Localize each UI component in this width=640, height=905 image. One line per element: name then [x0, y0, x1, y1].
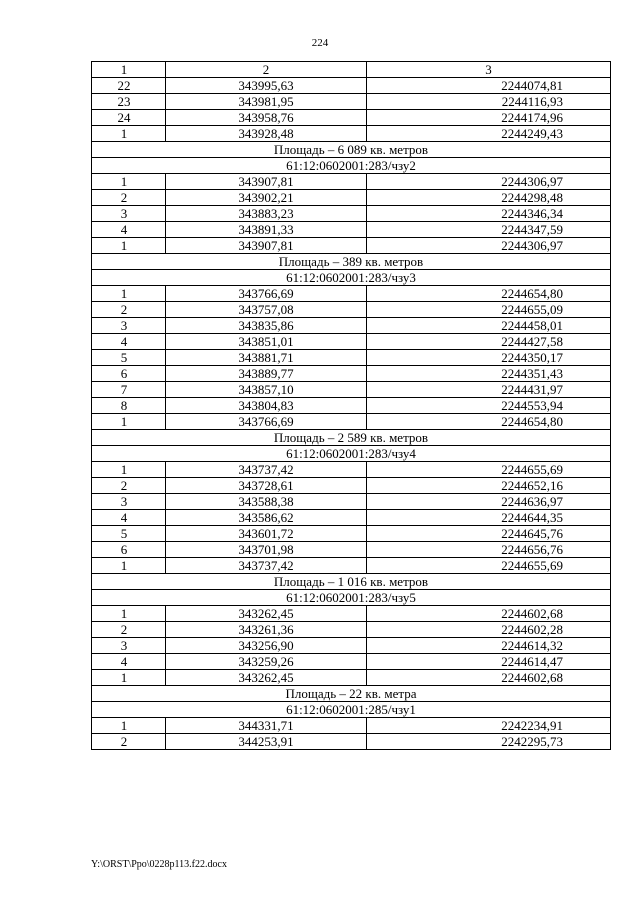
section-label: Площадь – 6 089 кв. метров: [92, 142, 611, 158]
section-label: Площадь – 389 кв. метров: [92, 254, 611, 270]
x-coordinate-cell: 343737,42: [166, 462, 367, 478]
x-coordinate-cell: 343907,81: [166, 238, 367, 254]
point-number-cell: 1: [92, 606, 166, 622]
section-label: 61:12:0602001:283/чзу2: [92, 158, 611, 174]
y-coordinate-cell: 2244351,43: [367, 366, 611, 382]
table-row: [92, 654, 611, 670]
point-number-cell: 1: [92, 718, 166, 734]
y-coordinate-cell: 2244249,43: [367, 126, 611, 142]
point-number-cell: 1: [92, 670, 166, 686]
y-coordinate-cell: 2244614,47: [367, 654, 611, 670]
table-row: [92, 510, 611, 526]
table-section-row: [92, 430, 611, 446]
y-coordinate-cell: 2244458,01: [367, 318, 611, 334]
table-row: [92, 174, 611, 190]
y-coordinate-cell: 2244655,69: [367, 558, 611, 574]
point-number-cell: 5: [92, 350, 166, 366]
table-row: [92, 638, 611, 654]
y-coordinate-cell: 2244306,97: [367, 174, 611, 190]
section-label: 61:12:0602001:283/чзу4: [92, 446, 611, 462]
x-coordinate-cell: 343804,83: [166, 398, 367, 414]
x-coordinate-cell: 343586,62: [166, 510, 367, 526]
y-coordinate-cell: 2244602,68: [367, 606, 611, 622]
point-number-cell: 1: [92, 126, 166, 142]
table-row: [92, 494, 611, 510]
point-number-cell: 2: [92, 478, 166, 494]
x-coordinate-cell: 343766,69: [166, 286, 367, 302]
point-number-cell: 1: [92, 414, 166, 430]
point-number-cell: 2: [92, 190, 166, 206]
table-section-row: [92, 446, 611, 462]
y-coordinate-cell: 2244174,96: [367, 110, 611, 126]
table-row: [92, 222, 611, 238]
table-section-row: [92, 590, 611, 606]
x-coordinate-cell: 343928,48: [166, 126, 367, 142]
y-coordinate-cell: 2244074,81: [367, 78, 611, 94]
table-row: [92, 478, 611, 494]
table-row: [92, 94, 611, 110]
x-coordinate-cell: 343995,63: [166, 78, 367, 94]
y-coordinate-cell: 2244655,69: [367, 462, 611, 478]
point-number-cell: 4: [92, 654, 166, 670]
section-label: 61:12:0602001:283/чзу5: [92, 590, 611, 606]
table-row: [92, 526, 611, 542]
table-section-row: [92, 574, 611, 590]
table-section-row: [92, 702, 611, 718]
point-number-cell: 1: [92, 558, 166, 574]
x-coordinate-cell: 344253,91: [166, 734, 367, 750]
y-coordinate-cell: 2244116,93: [367, 94, 611, 110]
y-coordinate-cell: 2244431,97: [367, 382, 611, 398]
table-row: [92, 734, 611, 750]
y-coordinate-cell: 2244306,97: [367, 238, 611, 254]
header-cell-2: 2: [166, 62, 367, 78]
table-row: [92, 382, 611, 398]
x-coordinate-cell: 343737,42: [166, 558, 367, 574]
y-coordinate-cell: 2244656,76: [367, 542, 611, 558]
x-coordinate-cell: 343881,71: [166, 350, 367, 366]
y-coordinate-cell: 2244602,28: [367, 622, 611, 638]
table-row: [92, 110, 611, 126]
x-coordinate-cell: 343757,08: [166, 302, 367, 318]
point-number-cell: 6: [92, 366, 166, 382]
y-coordinate-cell: 2244350,17: [367, 350, 611, 366]
point-number-cell: 4: [92, 334, 166, 350]
point-number-cell: 2: [92, 302, 166, 318]
point-number-cell: 1: [92, 174, 166, 190]
y-coordinate-cell: 2244553,94: [367, 398, 611, 414]
table-row: [92, 718, 611, 734]
y-coordinate-cell: 2244614,32: [367, 638, 611, 654]
table-row: [92, 350, 611, 366]
point-number-cell: 1: [92, 238, 166, 254]
section-label: Площадь – 22 кв. метра: [92, 686, 611, 702]
y-coordinate-cell: 2244655,09: [367, 302, 611, 318]
x-coordinate-cell: 343766,69: [166, 414, 367, 430]
table-header-row: [92, 62, 611, 78]
table-row: [92, 206, 611, 222]
x-coordinate-cell: 343701,98: [166, 542, 367, 558]
table-section-row: [92, 142, 611, 158]
y-coordinate-cell: 2244347,59: [367, 222, 611, 238]
point-number-cell: 4: [92, 510, 166, 526]
table-row: [92, 334, 611, 350]
section-label: Площадь – 2 589 кв. метров: [92, 430, 611, 446]
x-coordinate-cell: 343857,10: [166, 382, 367, 398]
y-coordinate-cell: 2244644,35: [367, 510, 611, 526]
x-coordinate-cell: 343902,21: [166, 190, 367, 206]
header-cell-1: 1: [92, 62, 166, 78]
x-coordinate-cell: 343883,23: [166, 206, 367, 222]
table-row: [92, 318, 611, 334]
table-row: [92, 398, 611, 414]
y-coordinate-cell: 2244602,68: [367, 670, 611, 686]
y-coordinate-cell: 2244346,34: [367, 206, 611, 222]
y-coordinate-cell: 2242295,73: [367, 734, 611, 750]
point-number-cell: 3: [92, 494, 166, 510]
table-row: [92, 622, 611, 638]
table-row: [92, 286, 611, 302]
point-number-cell: 3: [92, 638, 166, 654]
table-row: [92, 462, 611, 478]
table-row: [92, 190, 611, 206]
y-coordinate-cell: 2244645,76: [367, 526, 611, 542]
y-coordinate-cell: 2244298,48: [367, 190, 611, 206]
table-row: [92, 302, 611, 318]
point-number-cell: 6: [92, 542, 166, 558]
x-coordinate-cell: 343981,95: [166, 94, 367, 110]
section-label: Площадь – 1 016 кв. метров: [92, 574, 611, 590]
table-row: [92, 238, 611, 254]
point-number-cell: 4: [92, 222, 166, 238]
x-coordinate-cell: 343262,45: [166, 606, 367, 622]
page-number: 224: [311, 37, 329, 49]
point-number-cell: 22: [92, 78, 166, 94]
x-coordinate-cell: 343259,26: [166, 654, 367, 670]
point-number-cell: 1: [92, 286, 166, 302]
point-number-cell: 2: [92, 622, 166, 638]
x-coordinate-cell: 343728,61: [166, 478, 367, 494]
table-row: [92, 670, 611, 686]
y-coordinate-cell: 2244636,97: [367, 494, 611, 510]
coordinates-table: [91, 61, 611, 750]
x-coordinate-cell: 343601,72: [166, 526, 367, 542]
table-row: [92, 542, 611, 558]
table-row: [92, 126, 611, 142]
footer-file-path: Y:\ORST\Ppo\0228p113.f22.docx: [91, 859, 227, 870]
x-coordinate-cell: 343262,45: [166, 670, 367, 686]
point-number-cell: 3: [92, 318, 166, 334]
table-section-row: [92, 270, 611, 286]
table-section-row: [92, 686, 611, 702]
point-number-cell: 24: [92, 110, 166, 126]
table-section-row: [92, 158, 611, 174]
y-coordinate-cell: 2244654,80: [367, 286, 611, 302]
point-number-cell: 5: [92, 526, 166, 542]
table-row: [92, 366, 611, 382]
point-number-cell: 7: [92, 382, 166, 398]
point-number-cell: 23: [92, 94, 166, 110]
y-coordinate-cell: 2244427,58: [367, 334, 611, 350]
point-number-cell: 3: [92, 206, 166, 222]
x-coordinate-cell: 344331,71: [166, 718, 367, 734]
x-coordinate-cell: 343256,90: [166, 638, 367, 654]
point-number-cell: 8: [92, 398, 166, 414]
y-coordinate-cell: 2244654,80: [367, 414, 611, 430]
table-row: [92, 414, 611, 430]
x-coordinate-cell: 343907,81: [166, 174, 367, 190]
section-label: 61:12:0602001:283/чзу3: [92, 270, 611, 286]
x-coordinate-cell: 343588,38: [166, 494, 367, 510]
x-coordinate-cell: 343891,33: [166, 222, 367, 238]
header-cell-3: 3: [367, 62, 611, 78]
point-number-cell: 2: [92, 734, 166, 750]
point-number-cell: 1: [92, 462, 166, 478]
y-coordinate-cell: 2244652,16: [367, 478, 611, 494]
table-section-row: [92, 254, 611, 270]
table-row: [92, 606, 611, 622]
x-coordinate-cell: 343835,86: [166, 318, 367, 334]
section-label: 61:12:0602001:285/чзу1: [92, 702, 611, 718]
x-coordinate-cell: 343889,77: [166, 366, 367, 382]
y-coordinate-cell: 2242234,91: [367, 718, 611, 734]
x-coordinate-cell: 343958,76: [166, 110, 367, 126]
x-coordinate-cell: 343851,01: [166, 334, 367, 350]
table-row: [92, 78, 611, 94]
table-row: [92, 558, 611, 574]
x-coordinate-cell: 343261,36: [166, 622, 367, 638]
